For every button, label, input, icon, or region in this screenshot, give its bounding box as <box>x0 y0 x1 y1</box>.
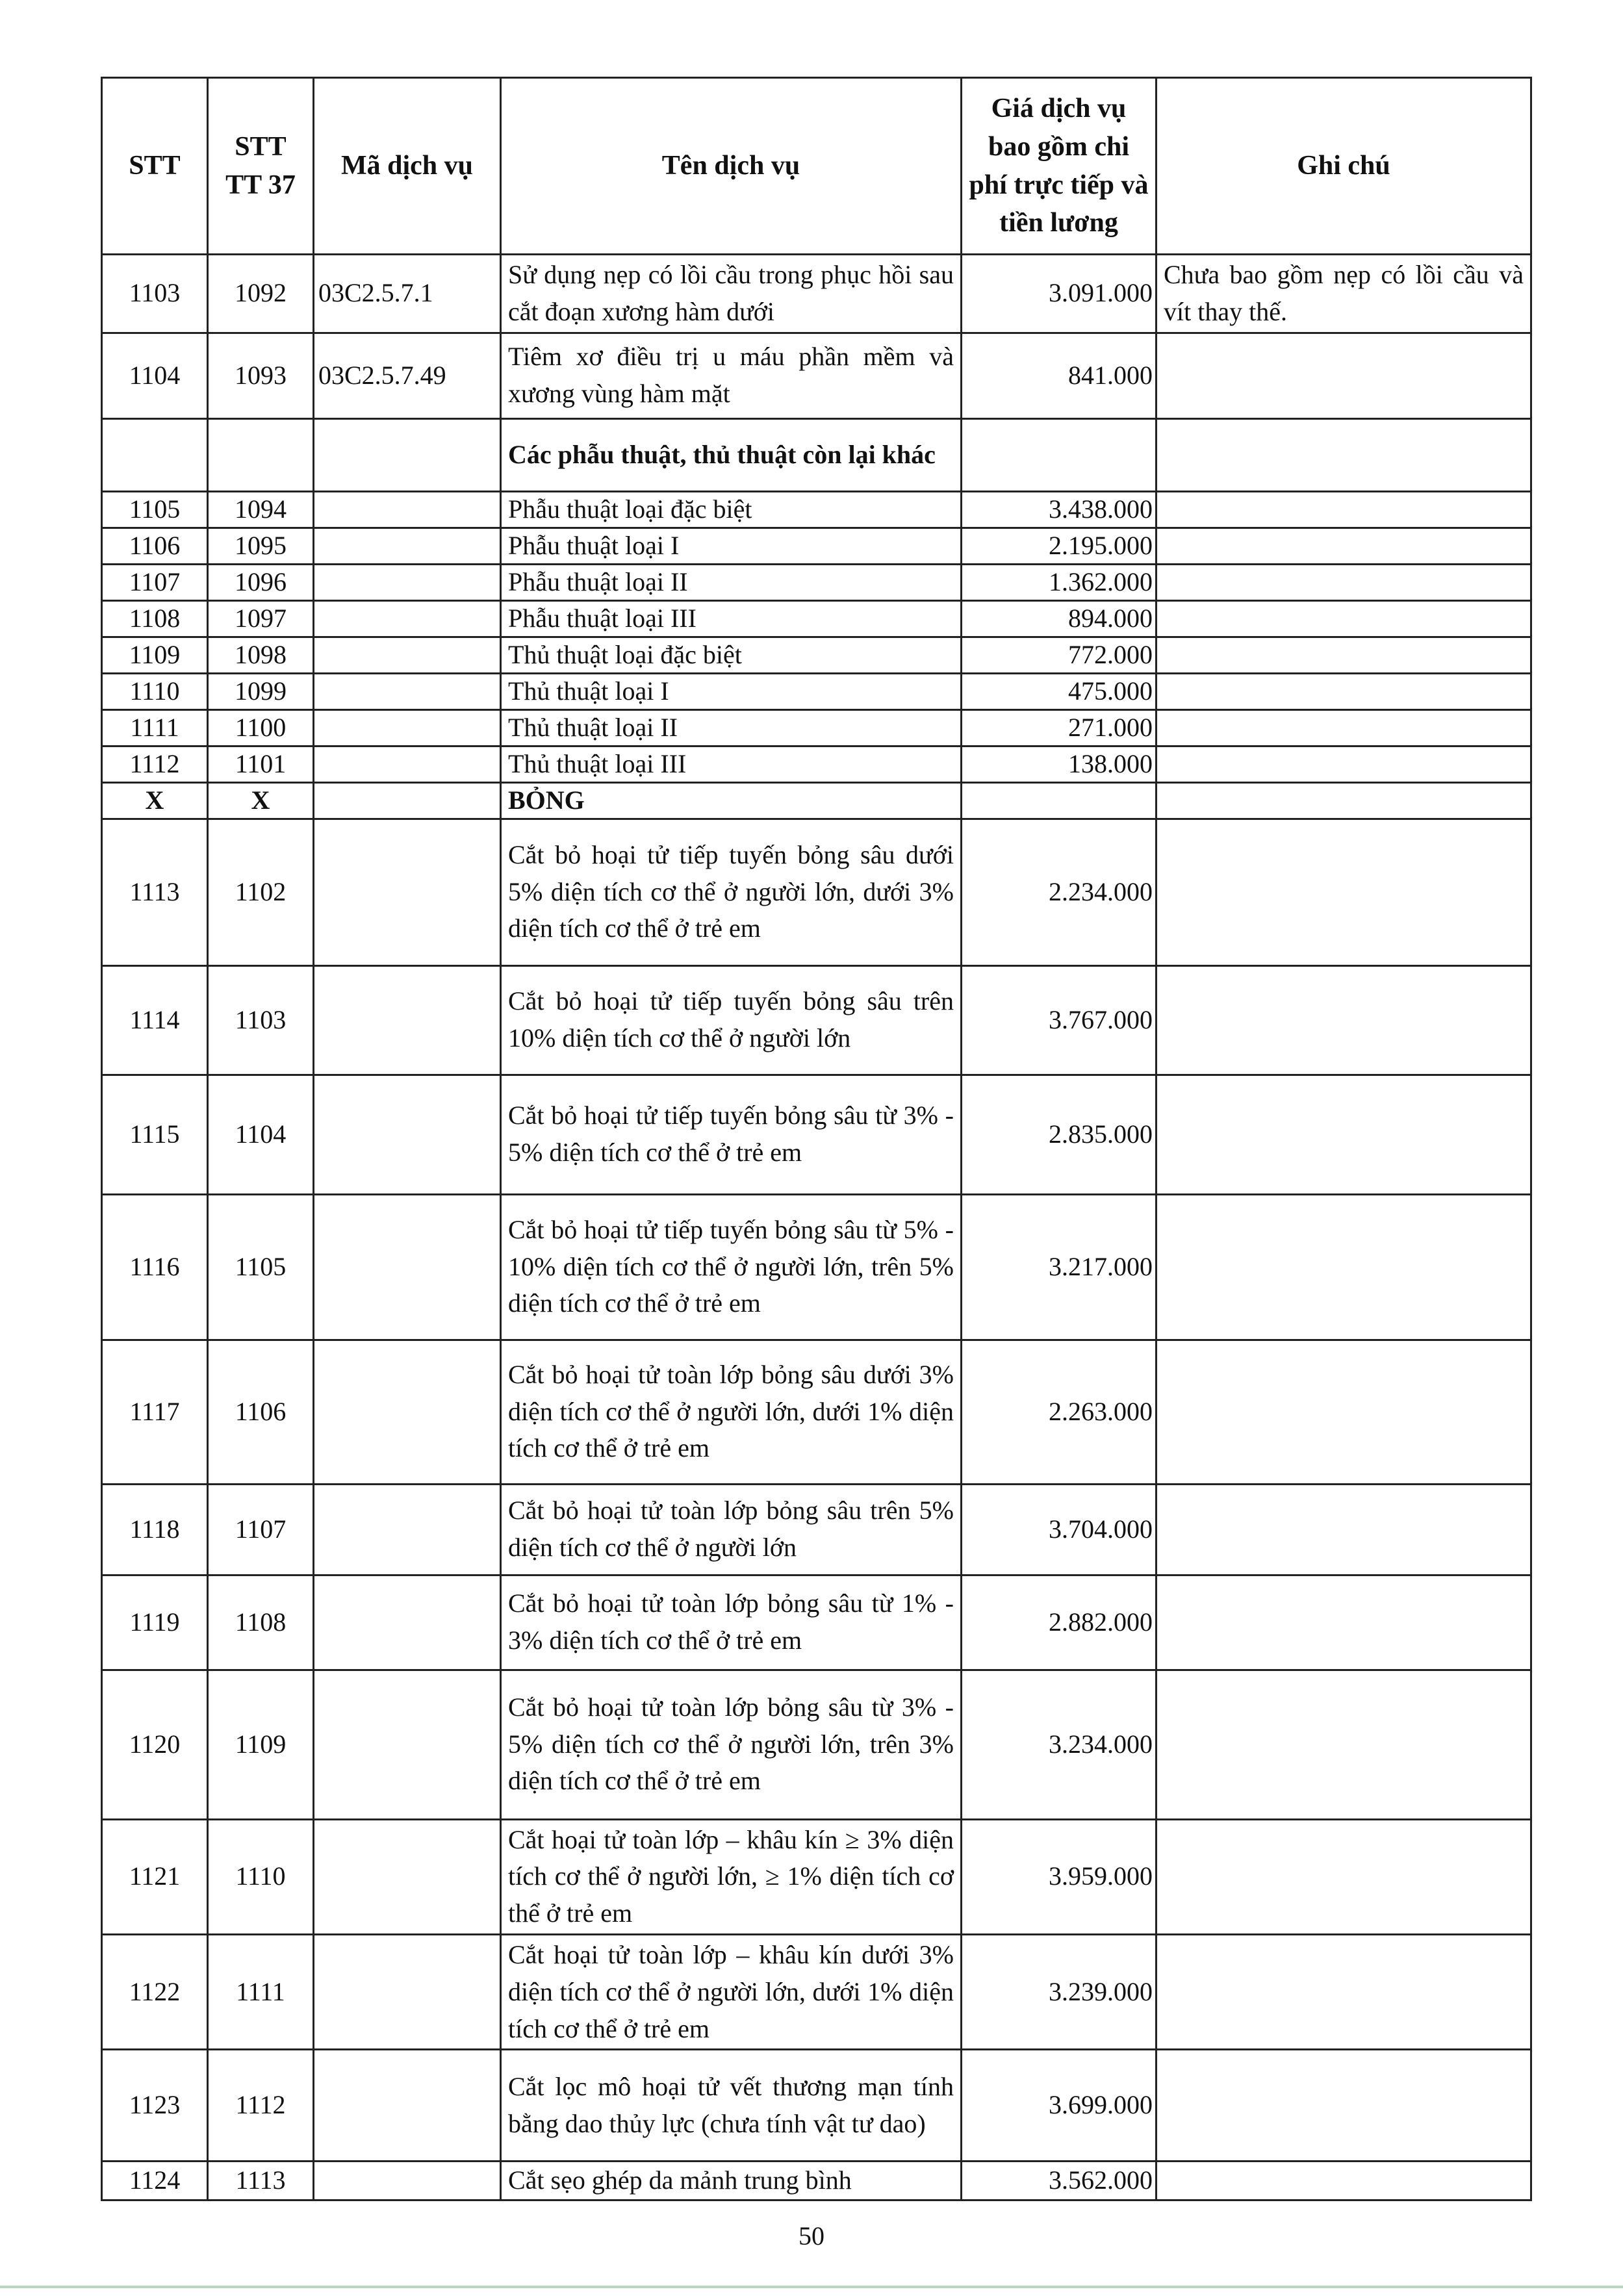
table-row <box>102 746 1531 782</box>
cell-stt: 1115 <box>102 1075 208 1194</box>
cell-note <box>1157 1819 1531 1934</box>
cell-price <box>962 418 1157 491</box>
cell-price: 3.959.000 <box>962 1819 1157 1934</box>
table-row <box>102 819 1531 965</box>
cell-service-name: Cắt bỏ hoại tử tiếp tuyến bỏng sâu trên 10% diện tích cơ thể ở người lớn <box>501 965 962 1075</box>
cell-stt-tt37: 1094 <box>208 491 314 528</box>
cell-stt-tt37: 1093 <box>208 333 314 418</box>
cell-service-name: Cắt bỏ hoại tử tiếp tuyến bỏng sâu từ 5% - 10% diện tích cơ thể ở người lớn, trên 5% diện tích cơ thể ở trẻ em <box>501 1194 962 1340</box>
cell-service-name: Cắt sẹo ghép da mảnh trung bình <box>501 2162 962 2200</box>
table-row <box>102 1575 1531 1670</box>
cell-note <box>1157 709 1531 746</box>
cell-stt-tt37: 1112 <box>208 2050 314 2162</box>
table-row <box>102 1670 1531 1819</box>
cell-service-name: Phẫu thuật loại II <box>501 564 962 600</box>
cell-price: 3.217.000 <box>962 1194 1157 1340</box>
cell-service-code: 03C2.5.7.49 <box>314 333 501 418</box>
cell-stt-tt37: 1113 <box>208 2162 314 2200</box>
header-service-code: Mã dịch vụ <box>314 78 501 255</box>
cell-service-name: Thủ thuật loại II <box>501 709 962 746</box>
cell-service-name: Các phẫu thuật, thủ thuật còn lại khác <box>501 418 962 491</box>
cell-note <box>1157 1340 1531 1484</box>
cell-service-name: Cắt bỏ hoại tử toàn lớp bỏng sâu từ 3% - 5% diện tích cơ thể ở người lớn, trên 3% diện tích cơ thể ở trẻ em <box>501 1670 962 1819</box>
cell-price: 894.000 <box>962 600 1157 637</box>
cell-price: 3.091.000 <box>962 255 1157 333</box>
cell-stt: 1109 <box>102 637 208 673</box>
cell-stt-tt37: 1106 <box>208 1340 314 1484</box>
table-row <box>102 333 1531 418</box>
cell-stt-tt37: 1109 <box>208 1670 314 1819</box>
cell-price: 271.000 <box>962 709 1157 746</box>
cell-service-code <box>314 1575 501 1670</box>
table-row <box>102 782 1531 819</box>
cell-price: 3.239.000 <box>962 1934 1157 2049</box>
table-row <box>102 1484 1531 1575</box>
cell-service-name: BỎNG <box>501 782 962 819</box>
cell-stt-tt37: 1110 <box>208 1819 314 1934</box>
cell-stt-tt37: 1096 <box>208 564 314 600</box>
cell-note <box>1157 673 1531 709</box>
cell-service-code <box>314 673 501 709</box>
cell-note <box>1157 746 1531 782</box>
cell-stt: 1120 <box>102 1670 208 1819</box>
cell-service-name: Phẫu thuật loại III <box>501 600 962 637</box>
cell-service-code <box>314 1819 501 1934</box>
cell-stt-tt37: 1111 <box>208 1934 314 2049</box>
cell-stt: 1124 <box>102 2162 208 2200</box>
cell-price: 1.362.000 <box>962 564 1157 600</box>
cell-note: Chưa bao gồm nẹp có lồi cầu và vít thay thế. <box>1157 255 1531 333</box>
cell-stt-tt37: 1095 <box>208 528 314 564</box>
header-service-name: Tên dịch vụ <box>501 78 962 255</box>
table-row <box>102 600 1531 637</box>
cell-service-code <box>314 965 501 1075</box>
cell-service-code <box>314 1934 501 2049</box>
cell-note <box>1157 528 1531 564</box>
cell-stt-tt37: 1092 <box>208 255 314 333</box>
cell-service-name: Cắt hoại tử toàn lớp – khâu kín ≥ 3% diện tích cơ thể ở người lớn, ≥ 1% diện tích cơ thể ở trẻ em <box>501 1819 962 1934</box>
header-note: Ghi chú <box>1157 78 1531 255</box>
cell-price: 2.263.000 <box>962 1340 1157 1484</box>
cell-service-code <box>314 782 501 819</box>
cell-service-code <box>314 1194 501 1340</box>
cell-note <box>1157 1484 1531 1575</box>
table-row <box>102 1075 1531 1194</box>
cell-note <box>1157 564 1531 600</box>
cell-stt-tt37: 1099 <box>208 673 314 709</box>
header-stt-tt37: STT TT 37 <box>208 78 314 255</box>
cell-price: 3.767.000 <box>962 965 1157 1075</box>
cell-stt-tt37: 1097 <box>208 600 314 637</box>
cell-service-code <box>314 2050 501 2162</box>
cell-service-code <box>314 746 501 782</box>
header-stt: STT <box>102 78 208 255</box>
cell-service-code <box>314 528 501 564</box>
cell-price <box>962 782 1157 819</box>
cell-note <box>1157 637 1531 673</box>
table-header <box>102 78 1531 255</box>
cell-price: 3.699.000 <box>962 2050 1157 2162</box>
table-row <box>102 418 1531 491</box>
cell-service-code <box>314 1670 501 1819</box>
cell-stt-tt37: 1103 <box>208 965 314 1075</box>
cell-stt-tt37: X <box>208 782 314 819</box>
cell-price: 475.000 <box>962 673 1157 709</box>
cell-price: 841.000 <box>962 333 1157 418</box>
table-row <box>102 564 1531 600</box>
cell-note <box>1157 418 1531 491</box>
price-table-container <box>101 77 1530 2201</box>
cell-stt: X <box>102 782 208 819</box>
cell-service-name: Thủ thuật loại đặc biệt <box>501 637 962 673</box>
cell-note <box>1157 491 1531 528</box>
cell-service-name: Cắt bỏ hoại tử tiếp tuyến bỏng sâu dưới 5% diện tích cơ thể ở người lớn, dưới 3% diện tích cơ thể ở trẻ em <box>501 819 962 965</box>
cell-note <box>1157 1934 1531 2049</box>
cell-service-name: Phẫu thuật loại I <box>501 528 962 564</box>
cell-service-code <box>314 709 501 746</box>
cell-price: 3.562.000 <box>962 2162 1157 2200</box>
cell-service-code <box>314 600 501 637</box>
cell-service-code <box>314 2162 501 2200</box>
cell-stt-tt37 <box>208 418 314 491</box>
cell-price: 2.195.000 <box>962 528 1157 564</box>
cell-service-code <box>314 637 501 673</box>
cell-stt-tt37: 1105 <box>208 1194 314 1340</box>
cell-service-name: Cắt bỏ hoại tử tiếp tuyến bỏng sâu từ 3% - 5% diện tích cơ thể ở trẻ em <box>501 1075 962 1194</box>
cell-price: 2.835.000 <box>962 1075 1157 1194</box>
cell-service-name: Cắt bỏ hoại tử toàn lớp bỏng sâu từ 1% - 3% diện tích cơ thể ở trẻ em <box>501 1575 962 1670</box>
cell-price: 772.000 <box>962 637 1157 673</box>
cell-stt: 1118 <box>102 1484 208 1575</box>
cell-stt: 1119 <box>102 1575 208 1670</box>
cell-note <box>1157 1194 1531 1340</box>
cell-note <box>1157 1670 1531 1819</box>
cell-service-name: Tiêm xơ điều trị u máu phần mềm và xương vùng hàm mặt <box>501 333 962 418</box>
cell-stt: 1111 <box>102 709 208 746</box>
cell-note <box>1157 819 1531 965</box>
cell-note <box>1157 1575 1531 1670</box>
cell-stt: 1108 <box>102 600 208 637</box>
cell-price: 3.234.000 <box>962 1670 1157 1819</box>
cell-note <box>1157 333 1531 418</box>
cell-stt: 1113 <box>102 819 208 965</box>
cell-price: 2.234.000 <box>962 819 1157 965</box>
cell-note <box>1157 965 1531 1075</box>
cell-stt-tt37: 1100 <box>208 709 314 746</box>
cell-note <box>1157 2162 1531 2200</box>
table-row <box>102 1819 1531 1934</box>
cell-service-code <box>314 819 501 965</box>
cell-stt <box>102 418 208 491</box>
cell-stt: 1122 <box>102 1934 208 2049</box>
cell-service-name: Thủ thuật loại I <box>501 673 962 709</box>
table-body <box>102 255 1531 2200</box>
table-row <box>102 637 1531 673</box>
table-row <box>102 673 1531 709</box>
cell-stt: 1110 <box>102 673 208 709</box>
cell-stt: 1105 <box>102 491 208 528</box>
cell-stt-tt37: 1101 <box>208 746 314 782</box>
cell-stt-tt37: 1107 <box>208 1484 314 1575</box>
cell-stt-tt37: 1102 <box>208 819 314 965</box>
table-row <box>102 1934 1531 2049</box>
cell-service-name: Cắt lọc mô hoại tử vết thương mạn tính bằng dao thủy lực (chưa tính vật tư dao) <box>501 2050 962 2162</box>
cell-service-name: Cắt hoại tử toàn lớp – khâu kín dưới 3% diện tích cơ thể ở người lớn, dưới 1% diện tích cơ thể ở trẻ em <box>501 1934 962 2049</box>
cell-stt: 1106 <box>102 528 208 564</box>
cell-stt: 1112 <box>102 746 208 782</box>
service-price-table <box>101 77 1532 2201</box>
cell-price: 3.704.000 <box>962 1484 1157 1575</box>
cell-service-name: Phẫu thuật loại đặc biệt <box>501 491 962 528</box>
cell-service-code: 03C2.5.7.1 <box>314 255 501 333</box>
cell-stt: 1114 <box>102 965 208 1075</box>
table-row <box>102 2162 1531 2200</box>
bottom-rule <box>0 2286 1623 2288</box>
cell-service-code <box>314 418 501 491</box>
table-row <box>102 2050 1531 2162</box>
table-row <box>102 1340 1531 1484</box>
cell-service-code <box>314 1340 501 1484</box>
cell-service-name: Cắt bỏ hoại tử toàn lớp bỏng sâu trên 5% diện tích cơ thể ở người lớn <box>501 1484 962 1575</box>
cell-price: 3.438.000 <box>962 491 1157 528</box>
header-price: Giá dịch vụ bao gồm chi phí trực tiếp và tiền lương <box>962 78 1157 255</box>
cell-stt: 1104 <box>102 333 208 418</box>
table-row <box>102 528 1531 564</box>
cell-service-name: Sử dụng nẹp có lồi cầu trong phục hồi sau cắt đoạn xương hàm dưới <box>501 255 962 333</box>
cell-note <box>1157 782 1531 819</box>
cell-stt-tt37: 1104 <box>208 1075 314 1194</box>
cell-service-code <box>314 564 501 600</box>
cell-stt: 1107 <box>102 564 208 600</box>
table-row <box>102 491 1531 528</box>
cell-service-code <box>314 491 501 528</box>
cell-service-code <box>314 1484 501 1575</box>
cell-price: 138.000 <box>962 746 1157 782</box>
cell-stt-tt37: 1098 <box>208 637 314 673</box>
cell-service-name: Cắt bỏ hoại tử toàn lớp bỏng sâu dưới 3% diện tích cơ thể ở người lớn, dưới 1% diện tích cơ thể ở trẻ em <box>501 1340 962 1484</box>
cell-service-name: Thủ thuật loại III <box>501 746 962 782</box>
cell-service-code <box>314 1075 501 1194</box>
cell-note <box>1157 600 1531 637</box>
cell-stt: 1116 <box>102 1194 208 1340</box>
cell-stt: 1121 <box>102 1819 208 1934</box>
cell-stt: 1123 <box>102 2050 208 2162</box>
table-row <box>102 1194 1531 1340</box>
cell-stt-tt37: 1108 <box>208 1575 314 1670</box>
cell-stt: 1117 <box>102 1340 208 1484</box>
page-number: 50 <box>799 2221 824 2251</box>
cell-price: 2.882.000 <box>962 1575 1157 1670</box>
cell-stt: 1103 <box>102 255 208 333</box>
table-row <box>102 965 1531 1075</box>
table-row <box>102 255 1531 333</box>
table-row <box>102 709 1531 746</box>
cell-note <box>1157 1075 1531 1194</box>
cell-note <box>1157 2050 1531 2162</box>
